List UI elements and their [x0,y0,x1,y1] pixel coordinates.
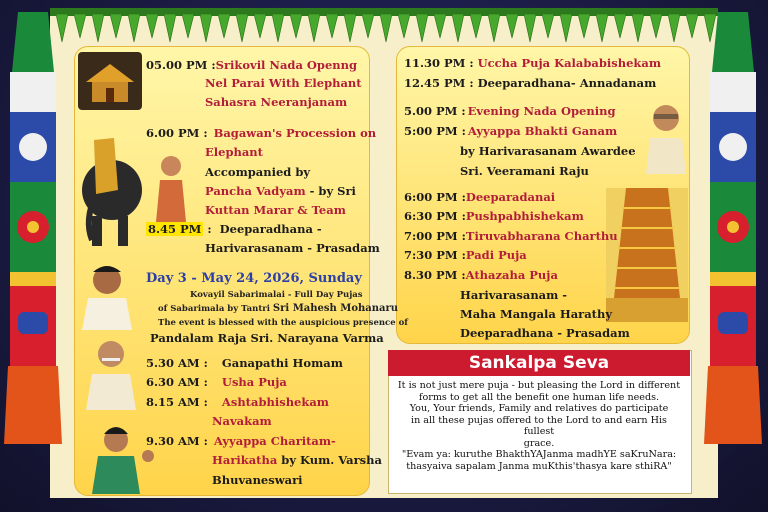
info-line [158,303,398,315]
event-title: Ashtabhishekam [221,395,329,409]
time-label: 5.30 AM : [146,356,208,370]
event-title: Deeparadhana- Annadanam [477,76,657,90]
event-line: Accompanied by [205,165,311,179]
schedule-item [404,209,584,224]
time-label: 12.45 PM : [404,76,474,90]
veeramani-raju-photo [642,98,690,174]
event-title: Bagawan's Procession on [213,126,377,140]
event-line [212,453,382,468]
time-label: 7:30 PM : [404,248,466,262]
event-line [205,184,356,199]
info-line: Kovayil Sabarimalai - Full Day Pujas [190,290,363,300]
event-title: Pushpabhishekam [465,209,584,223]
sankalpa-line: "Evam ya: kuruthe BhakthYAJanma madhYE saKruNara: [401,449,677,460]
sankalpa-title: Sankalpa Seva [388,350,690,376]
event-title: Ayyappa Charitam- [213,434,336,448]
event-line: Nel Parai With Elephant [205,76,362,90]
event-line: Sri. Veeramani Raju [460,164,589,178]
event-line: Harivarasanam - Prasadam [205,241,380,255]
time-label: 7:00 PM : [404,229,466,243]
time-label: 5:00 PM : [404,124,466,138]
event-title: Athazaha Puja [465,268,558,282]
decorative-pillar-right [704,12,762,444]
event-title: Srikovil Nada Openng [215,58,358,72]
time-separator: : [203,222,212,236]
event-line: Kuttan Marar & Team [205,203,346,217]
sankalpa-line: forms to get all the benefit one human life needs. [418,391,660,403]
schedule-item [146,126,376,141]
performer-name: by Kum. Varsha [277,453,382,467]
event-line: Navakam [212,414,272,428]
event-highlight: Pancha Vadyam [205,184,306,198]
raja-photo [78,332,144,410]
event-line: Sahasra Neeranjanam [205,95,348,109]
event-line: by Harivarasanam Awardee [460,144,636,158]
event-highlight: Harikatha [212,453,278,467]
event-text: - by Sri [305,184,356,198]
schedule-item [404,229,618,244]
sankalpa-line: in all these pujas offered to the Lord to and earn His fullest [411,414,667,437]
schedule-item [404,124,617,139]
time-label: 8.15 AM : [146,395,208,409]
tantri-name: Sri Mahesh Mohanaru [272,303,399,314]
time-label: 05.00 PM : [146,58,216,72]
event-title: Tiruvabharana Charthu [465,229,618,243]
time-label: 8.45 PM [148,222,202,236]
leaf-garland [50,8,718,44]
sankalpa-line: You, Your friends, Family and relatives do participate [409,403,669,414]
info-text: of Sabarimala by Tantri [158,304,273,314]
time-label: 11.30 PM : [404,56,474,70]
schedule-item [404,268,558,283]
event-title: Deeparadhana - [219,222,322,236]
sankalpa-text [396,380,682,472]
time-label: 9.30 AM : [146,434,208,448]
elephant-photo [74,120,148,250]
event-line: Deeparadhana - Prasadam [460,326,630,340]
schedule-item [146,434,336,449]
schedule-item [146,58,357,73]
event-title: Ayyappa Bhakti Ganam [467,124,618,138]
priest-photo [150,152,192,222]
event-line: Harivarasanam - [460,288,568,302]
schedule-item [404,104,616,119]
time-label: 5.00 PM : [404,104,466,118]
event-line: Elephant [205,145,263,159]
performer-photo [84,420,166,494]
sabarimala-steps-photo [606,188,688,322]
sankalpa-line: thasyaiva sapalam Janma muKthis'thasya kare sthiRA" [406,460,672,472]
schedule-item [146,375,287,390]
event-line: Bhuvaneswari [212,473,303,487]
schedule-item [404,56,661,71]
time-label: 8.30 PM : [404,268,466,282]
time-label: 6:00 PM : [404,190,466,204]
schedule-item [404,248,527,263]
event-title: Evening Nada Opening [467,104,616,118]
schedule-item [146,222,322,237]
time-label: 6.00 PM : [146,126,208,140]
raja-name: Pandalam Raja Sri. Narayana Varma [150,331,384,345]
schedule-item [404,190,555,205]
event-title: Uccha Puja Kalababishekam [477,56,662,70]
time-label: 6:30 PM : [404,209,466,223]
tantri-photo [76,258,138,330]
temple-photo [78,52,142,110]
info-line: The event is blessed with the auspicious presence of [158,318,408,328]
time-label: 6.30 AM : [146,375,208,389]
event-title: Padi Puja [465,248,527,262]
schedule-item [146,356,343,371]
schedule-item [146,395,329,410]
day-heading: Day 3 - May 24, 2026, Sunday [146,271,362,286]
event-title: Ganapathi Homam [221,356,343,370]
event-title: Usha Puja [221,375,287,389]
event-title: Deeparadanai [465,190,556,204]
sankalpa-line: grace. [523,437,555,449]
sankalpa-line: It is not just mere puja - but pleasing the Lord in different [397,380,681,391]
decorative-pillar-left [4,12,62,444]
schedule-item [404,76,656,91]
event-line: Maha Mangala Harathy [460,307,613,321]
